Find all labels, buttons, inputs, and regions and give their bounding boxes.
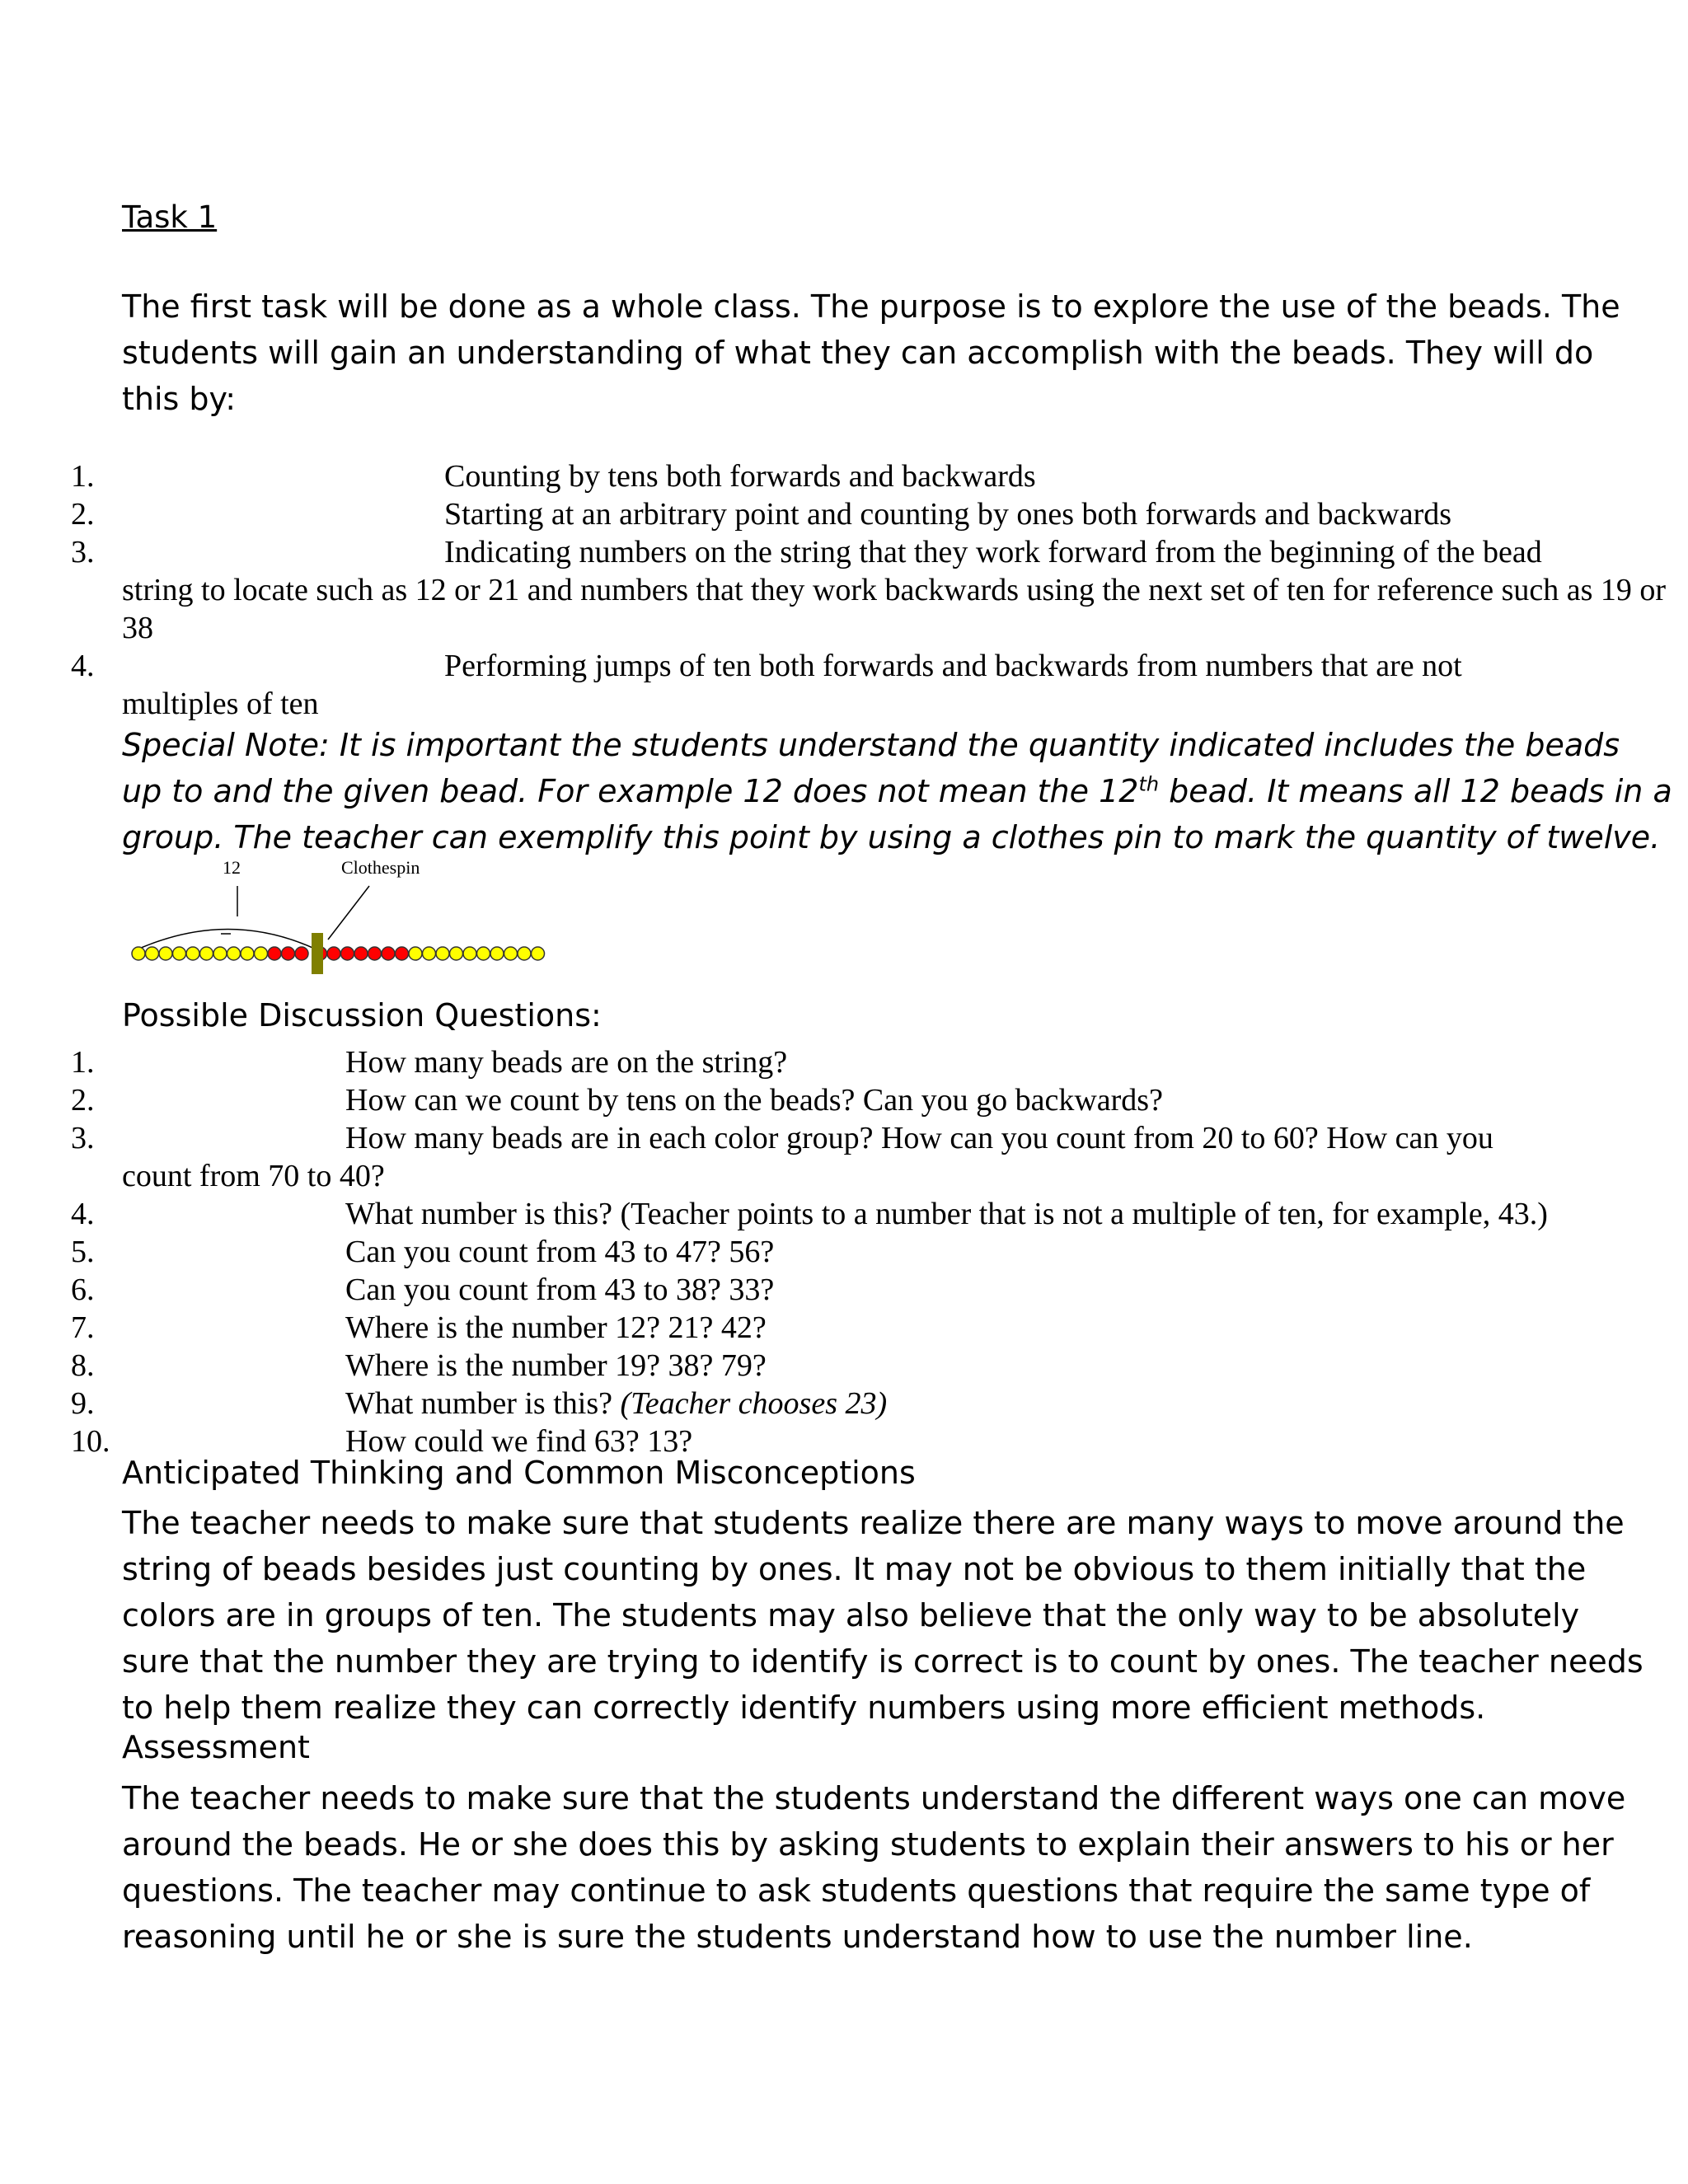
list-number: 4. [71,1197,95,1231]
list-number: 6. [71,1272,95,1307]
bead [463,947,476,960]
bead [450,947,463,960]
list-item-text: Can you count from 43 to 38? 33? [345,1272,775,1307]
list-item-continuation: count from 70 to 40? [122,1159,385,1193]
assessment-heading: Assessment [122,1729,310,1765]
list-item-text: How many beads are on the string? [345,1045,788,1080]
list-item [0,457,1688,495]
list-item-text: How could we find 63? 13? [345,1424,693,1459]
task-list [0,457,1688,723]
special-note [122,722,1672,860]
list-number: 4. [71,649,95,683]
list-item [0,1195,1688,1233]
list-item-text: Indicating numbers on the string that they work forward from the beginning of the bead [444,535,1542,569]
bead [146,947,159,960]
bead [409,947,422,960]
bead [227,947,241,960]
list-number: 3. [71,535,95,569]
list-number: 1. [71,459,95,494]
bead [159,947,172,960]
bead-group [132,947,545,960]
list-number: 2. [71,497,95,532]
list-item [0,1309,1688,1347]
list-item-text: How can we count by tens on the beads? Can you go backwards? [345,1083,1163,1118]
bead [132,947,145,960]
clothespin [312,933,323,974]
note-line: group. The teacher can exemplify this point by using a clothes pin to mark the quantity of twelve. [122,819,1661,855]
label-12: 12 [223,857,241,878]
list-number: 1. [71,1045,95,1080]
question-text: What number is this? [345,1386,621,1421]
bead [268,947,281,960]
list-number: 5. [71,1235,95,1269]
list-item-continuation: string to locate such as 12 or 21 and numbers that they work backwards using the next set of ten for reference such as 19 or 38 [122,573,1667,645]
bead [490,947,504,960]
clothespin-pointer [328,886,369,940]
ordinal-suffix: th [1138,772,1160,796]
list-item-text [0,1385,1688,1422]
task-title: Task 1 [122,199,218,235]
bead [186,947,199,960]
intro-paragraph: The first task will be done as a whole class. The purpose is to explore the use of the beads. The students will gain an understanding of what they can accomplish with the beads. They will do this by: [122,288,1620,417]
bead-string-figure [130,857,559,981]
list-number: 10. [71,1424,110,1459]
anticipated-paragraph: The teacher needs to make sure that students realize there are many ways to move around the string of beads besides just counting by ones. It may not be obvious to them initially that the colors are in groups of ten. The students may also believe that the only way to be absolutely sure that the number they are trying to identify is correct is to count by ones. The teacher needs to help them realize they can correctly identify numbers using more efficient methods. [122,1505,1643,1726]
question-list [0,1043,1688,1460]
list-item-text: Counting by tens both forwards and backwards [444,459,1036,494]
bead [477,947,490,960]
list-item [0,1271,1688,1309]
list-item-text: Performing jumps of ten both forwards and backwards from numbers that are not [444,649,1462,683]
list-item [0,1233,1688,1271]
list-item [0,495,1688,533]
list-item [0,1347,1688,1385]
bead [200,947,213,960]
bead [368,947,382,960]
list-item-text: Starting at an arbitrary point and counting by ones both forwards and backwards [444,497,1452,532]
note-line: Special Note: It is important the students understand the quantity indicated includes the beads [122,727,1620,763]
bead [327,947,340,960]
bead [423,947,436,960]
list-number: 7. [71,1310,95,1345]
teacher-note: (Teacher chooses 23) [620,1386,888,1421]
list-item [0,1119,1688,1195]
bead [173,947,186,960]
anticipated-heading: Anticipated Thinking and Common Misconceptions [122,1455,916,1491]
bead [382,947,395,960]
list-item [0,1385,1688,1422]
bead [532,947,545,960]
list-number: 9. [71,1386,95,1421]
bead [255,947,268,960]
bead [518,947,531,960]
list-item [0,533,1688,647]
list-item [0,1043,1688,1081]
bead [241,947,254,960]
bead [213,947,227,960]
list-number: 3. [71,1121,95,1155]
note-line [122,768,1672,814]
bead [282,947,295,960]
bead [295,947,308,960]
bead [436,947,449,960]
bead [504,947,518,960]
list-item-text: What number is this? (Teacher points to a number that is not a multiple of ten, for example, 43.) [345,1197,1548,1231]
bead [341,947,354,960]
list-item-continuation: multiples of ten [122,687,319,721]
bead-string-diagram [130,857,559,981]
list-item [0,647,1688,723]
bead [354,947,368,960]
assessment-paragraph: The teacher needs to make sure that the students understand the different ways one can move around the beads. He or she does this by asking students to explain their answers to his or her questions. The teacher may continue to ask students questions that require the same type of reasoning until he or she is sure the students understand how to use the number line. [122,1780,1626,1955]
discussion-heading: Possible Discussion Questions: [122,997,602,1033]
list-item [0,1081,1688,1119]
label-clothespin: Clothespin [341,857,420,878]
note-text: bead. It means all 12 beads in a [1159,773,1672,809]
list-number: 2. [71,1083,95,1118]
bead [396,947,409,960]
list-item-text: Where is the number 19? 38? 79? [345,1348,767,1383]
note-text: up to and the given bead. For example 12 does not mean the 12 [122,773,1139,809]
list-item-text: How many beads are in each color group? How can you count from 20 to 60? How can you [345,1121,1493,1155]
list-number: 8. [71,1348,95,1383]
list-item-text: Can you count from 43 to 47? 56? [345,1235,775,1269]
list-item-text: Where is the number 12? 21? 42? [345,1310,767,1345]
